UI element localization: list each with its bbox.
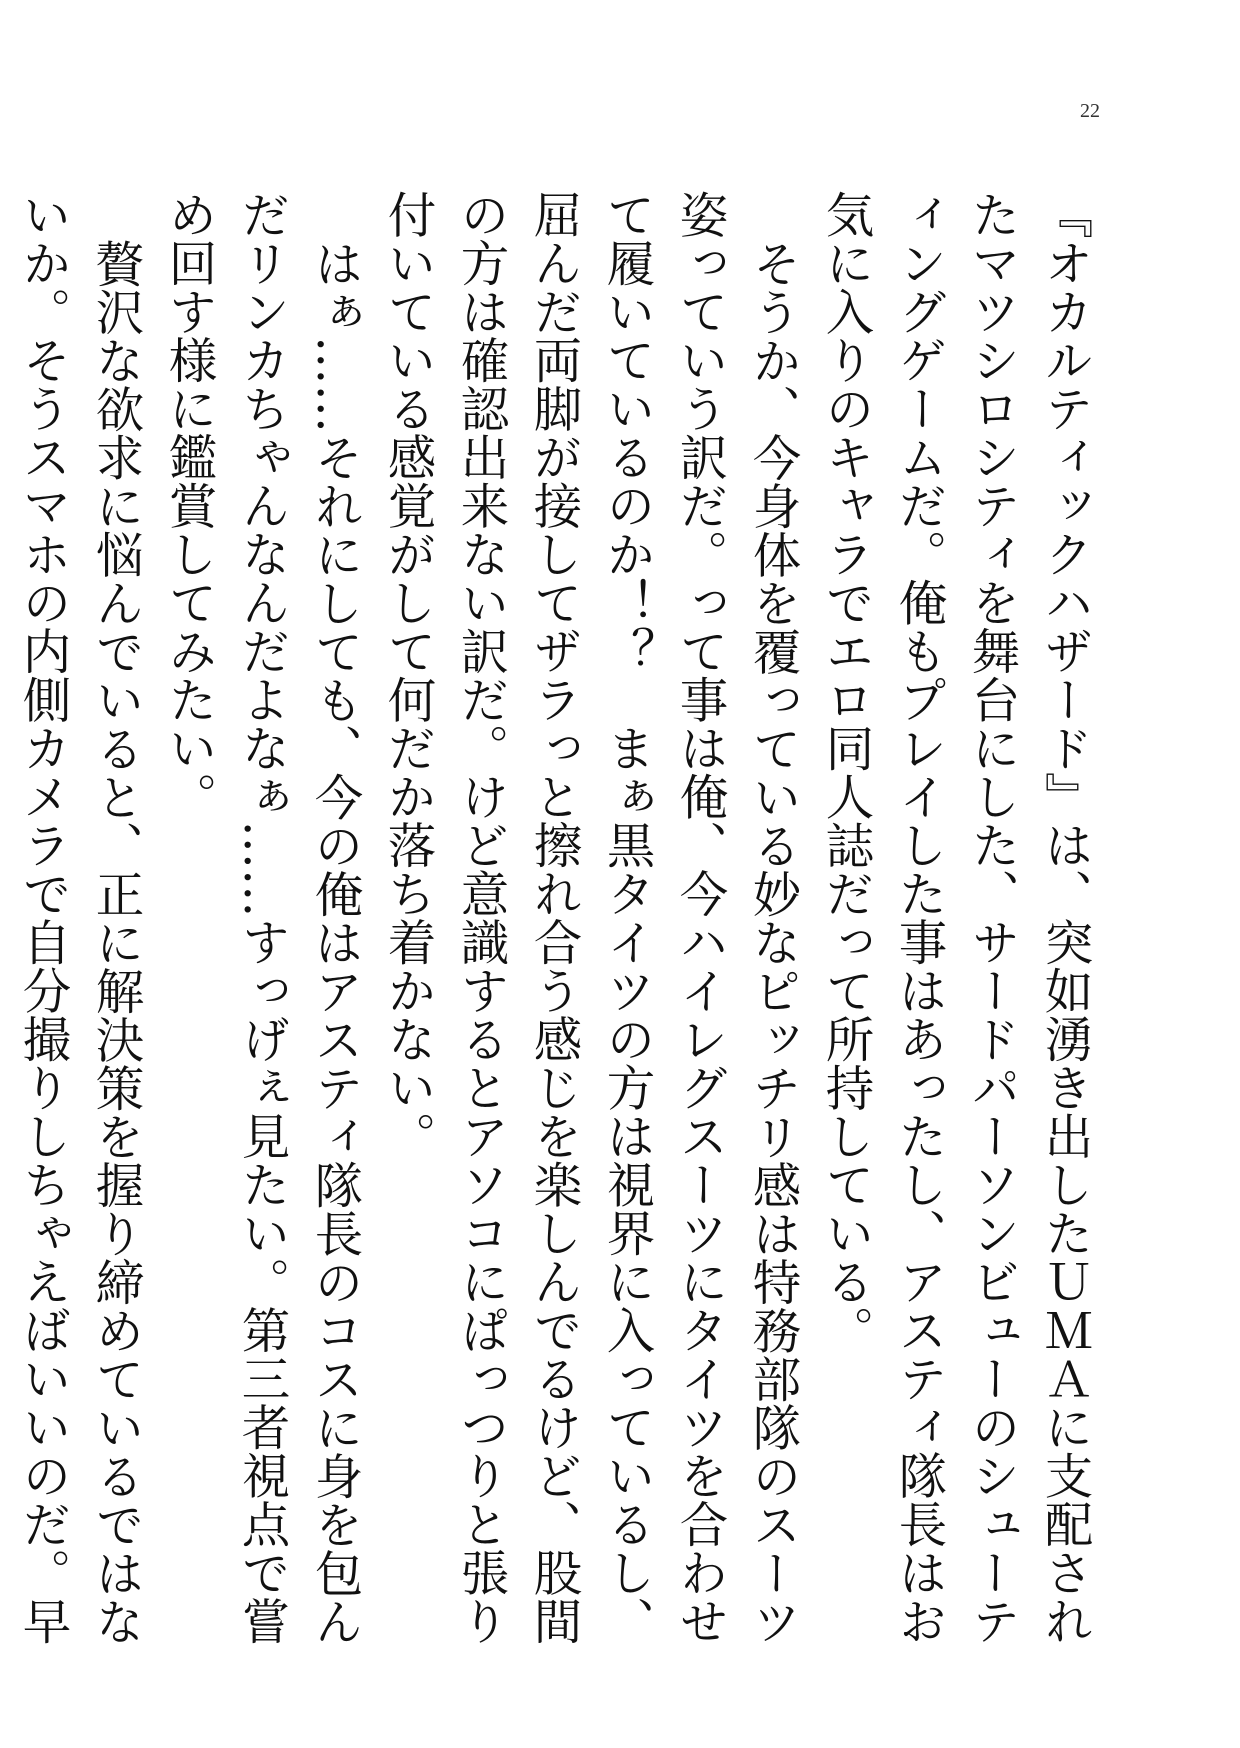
paragraph-2: そうか、今身体を覆っている妙なピッチリ感は特務部隊のスーツ姿っていう訳だ。って事は俺、今ハイレグスーツにタイツを合わせて履いているのか！？ まぁ黒タイツの方は視界に入っているし、屈んだ両脚が接してザラっと擦れ合う感じを楽しんでるけど、股間の方は確認出来ない訳だ。けど意識するとアソコにぱっつりと張り付いている感覚がして何だか落ち着かない。 <box>379 190 800 1645</box>
paragraph-1: 『オカルティックハザード』は、突如湧き出したＵＭＡに支配されたマツシロシティを舞台にした、サードパーソンビューのシューティングゲームだ。俺もプレイした事はあったし、アスティ隊長はお気に入りのキャラでエロ同人誌だって所持している。 <box>817 190 1092 1645</box>
paragraph-3: はぁ……それにしても、今の俺はアスティ隊長のコスに身を包んだリンカちゃんなんだよなぁ……すっげぇ見たい。第三者視点で嘗め回す様に鑑賞してみたい。 <box>160 190 362 1645</box>
page-number: 22 <box>1080 100 1100 122</box>
vertical-text-body <box>14 190 1100 1660</box>
paragraph-4: 贅沢な欲求に悩んでいると、正に解決策を握り締めているではないか。そうスマホの内側カメラで自分撮りしちゃえばいいのだ。早 <box>14 190 143 1645</box>
